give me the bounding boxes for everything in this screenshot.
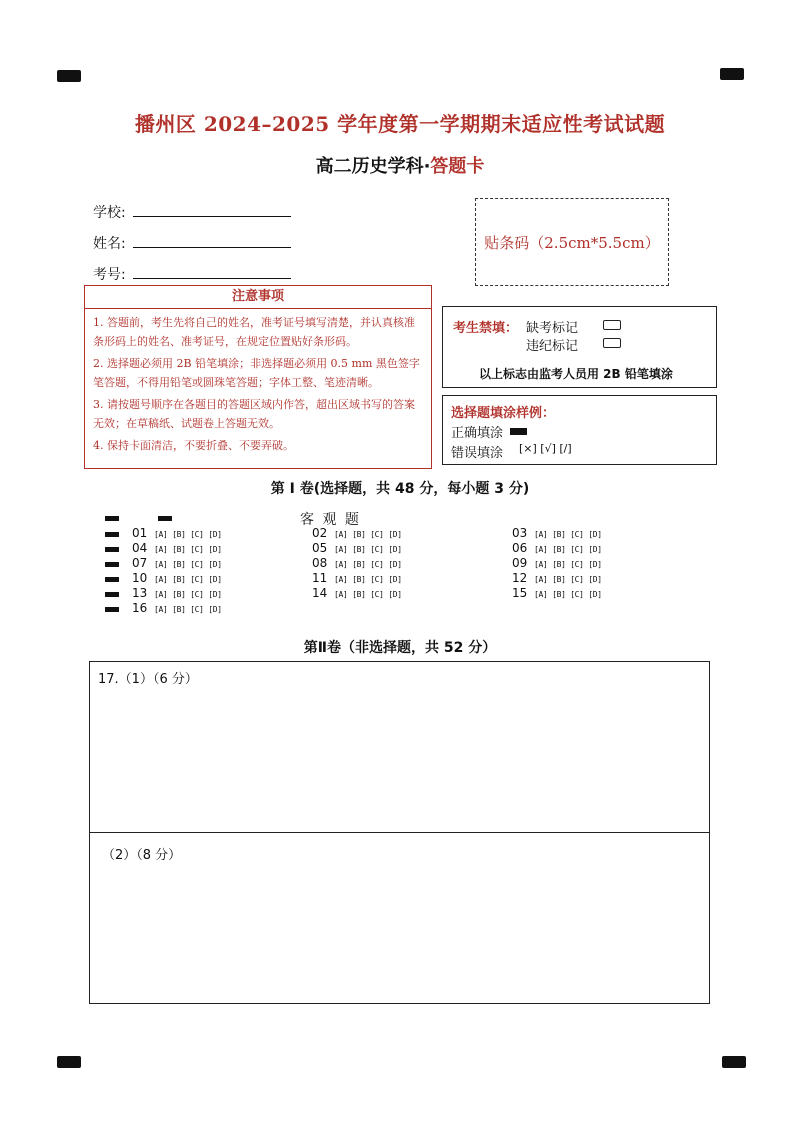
question-02[interactable]: 02 [A] [B] [C] [D] (312, 526, 402, 540)
notice-item-3: 3. 请按题号顺序在各题目的答题区域内作答，超出区域书写的答案无效；在草稿纸、试题卷上答题无效。 (93, 398, 415, 430)
question-06[interactable]: 06 [A] [B] [C] [D] (512, 541, 602, 555)
school-line (133, 216, 291, 217)
registration-mark-bottom-left (57, 1056, 81, 1068)
card-subtitle (0, 152, 800, 178)
question-14[interactable]: 14 [A] [B] [C] [D] (312, 586, 402, 600)
objective-heading: 客 观 题 (300, 512, 361, 528)
timing-mark (105, 592, 119, 597)
notice-item-4: 4. 保持卡面清洁，不要折叠、不要弄破。 (93, 439, 294, 452)
school-field[interactable] (93, 202, 126, 222)
name-field[interactable] (93, 233, 126, 253)
status-label: 考生禁填： (453, 321, 519, 336)
question-12[interactable]: 12 [A] [B] [C] [D] (512, 571, 602, 585)
fill-sample-box (442, 395, 717, 465)
section1-title: 第 I 卷(选择题，共 48 分，每小题 3 分) (270, 481, 530, 497)
correct-label: 正确填涂 (451, 426, 504, 441)
question-03[interactable]: 03 [A] [B] [C] [D] (512, 526, 602, 540)
subtitle-main: 高二历史学科· (315, 156, 431, 177)
question-13[interactable]: 13 [A] [B] [C] [D] (132, 586, 222, 600)
question-05[interactable]: 05 [A] [B] [C] [D] (312, 541, 402, 555)
status-note: 以上标志由监考人员用 2B 铅笔填涂 (479, 367, 673, 381)
question-04[interactable]: 04 [A] [B] [C] [D] (132, 541, 222, 555)
registration-mark-top-right (720, 68, 744, 80)
name-line (133, 247, 291, 248)
timing-mark (158, 516, 172, 521)
answer-area-17[interactable] (89, 661, 710, 1004)
notice-item-2: 2. 选择题必须用 2B 铅笔填涂；非选择题必须用 0.5 mm 黑色签字笔答题，不得用铅笔或圆珠笔答题；字体工整、笔迹清晰。 (93, 357, 420, 389)
absent-label: 缺考标记 (526, 321, 579, 336)
q17-part2-label: （2）（8 分） (102, 848, 182, 863)
question-07[interactable]: 07 [A] [B] [C] [D] (132, 556, 222, 570)
sample-title: 选择题填涂样例： (451, 406, 556, 421)
timing-mark (105, 577, 119, 582)
absent-checkbox[interactable] (603, 320, 621, 330)
answer-divider (90, 832, 709, 833)
timing-mark (105, 532, 119, 537)
timing-mark (105, 547, 119, 552)
section2-title: 第Ⅱ卷（非选择题，共 52 分） (303, 640, 497, 656)
question-08[interactable]: 08 [A] [B] [C] [D] (312, 556, 402, 570)
violation-checkbox[interactable] (603, 338, 621, 348)
exam-number-field[interactable] (93, 264, 126, 284)
timing-mark (105, 607, 119, 612)
name-label: 姓名: (93, 236, 126, 252)
school-label: 学校: (93, 205, 126, 221)
exam-number-line (133, 278, 291, 279)
wrong-label: 错误填涂 (451, 446, 504, 461)
exam-title: 播州区 2024–2025 学年度第一学期期末适应性考试试题 (134, 112, 666, 136)
notice-title: 注意事项 (85, 286, 431, 309)
barcode-label: 贴条码（2.5cm*5.5cm） (484, 233, 660, 252)
notice-item-1: 1. 答题前，考生先将自己的姓名，准考证号填写清楚，并认真核准条形码上的姓名、准考证号，在规定位置贴好条形码。 (93, 316, 415, 348)
question-01[interactable]: 01 [A] [B] [C] [D] (132, 526, 222, 540)
registration-mark-bottom-right (722, 1056, 746, 1068)
q17-part1-label: 17.（1）（6 分） (98, 672, 198, 687)
question-10[interactable]: 10 [A] [B] [C] [D] (132, 571, 222, 585)
notice-box (84, 285, 432, 469)
question-16[interactable]: 16 [A] [B] [C] [D] (132, 601, 222, 615)
question-15[interactable]: 15 [A] [B] [C] [D] (512, 586, 602, 600)
subtitle-red: 答题卡 (430, 156, 485, 177)
exam-number-label: 考号: (93, 267, 126, 283)
correct-fill-mark (510, 428, 527, 435)
barcode-area (475, 198, 669, 286)
timing-mark (105, 516, 119, 521)
registration-mark-top-left (57, 70, 81, 82)
timing-mark (105, 562, 119, 567)
violation-label: 违纪标记 (526, 339, 579, 354)
wrong-marks: [×] [√] [/] (519, 442, 572, 455)
question-09[interactable]: 09 [A] [B] [C] [D] (512, 556, 602, 570)
status-box (442, 306, 717, 388)
question-11[interactable]: 11 [A] [B] [C] [D] (312, 571, 402, 585)
